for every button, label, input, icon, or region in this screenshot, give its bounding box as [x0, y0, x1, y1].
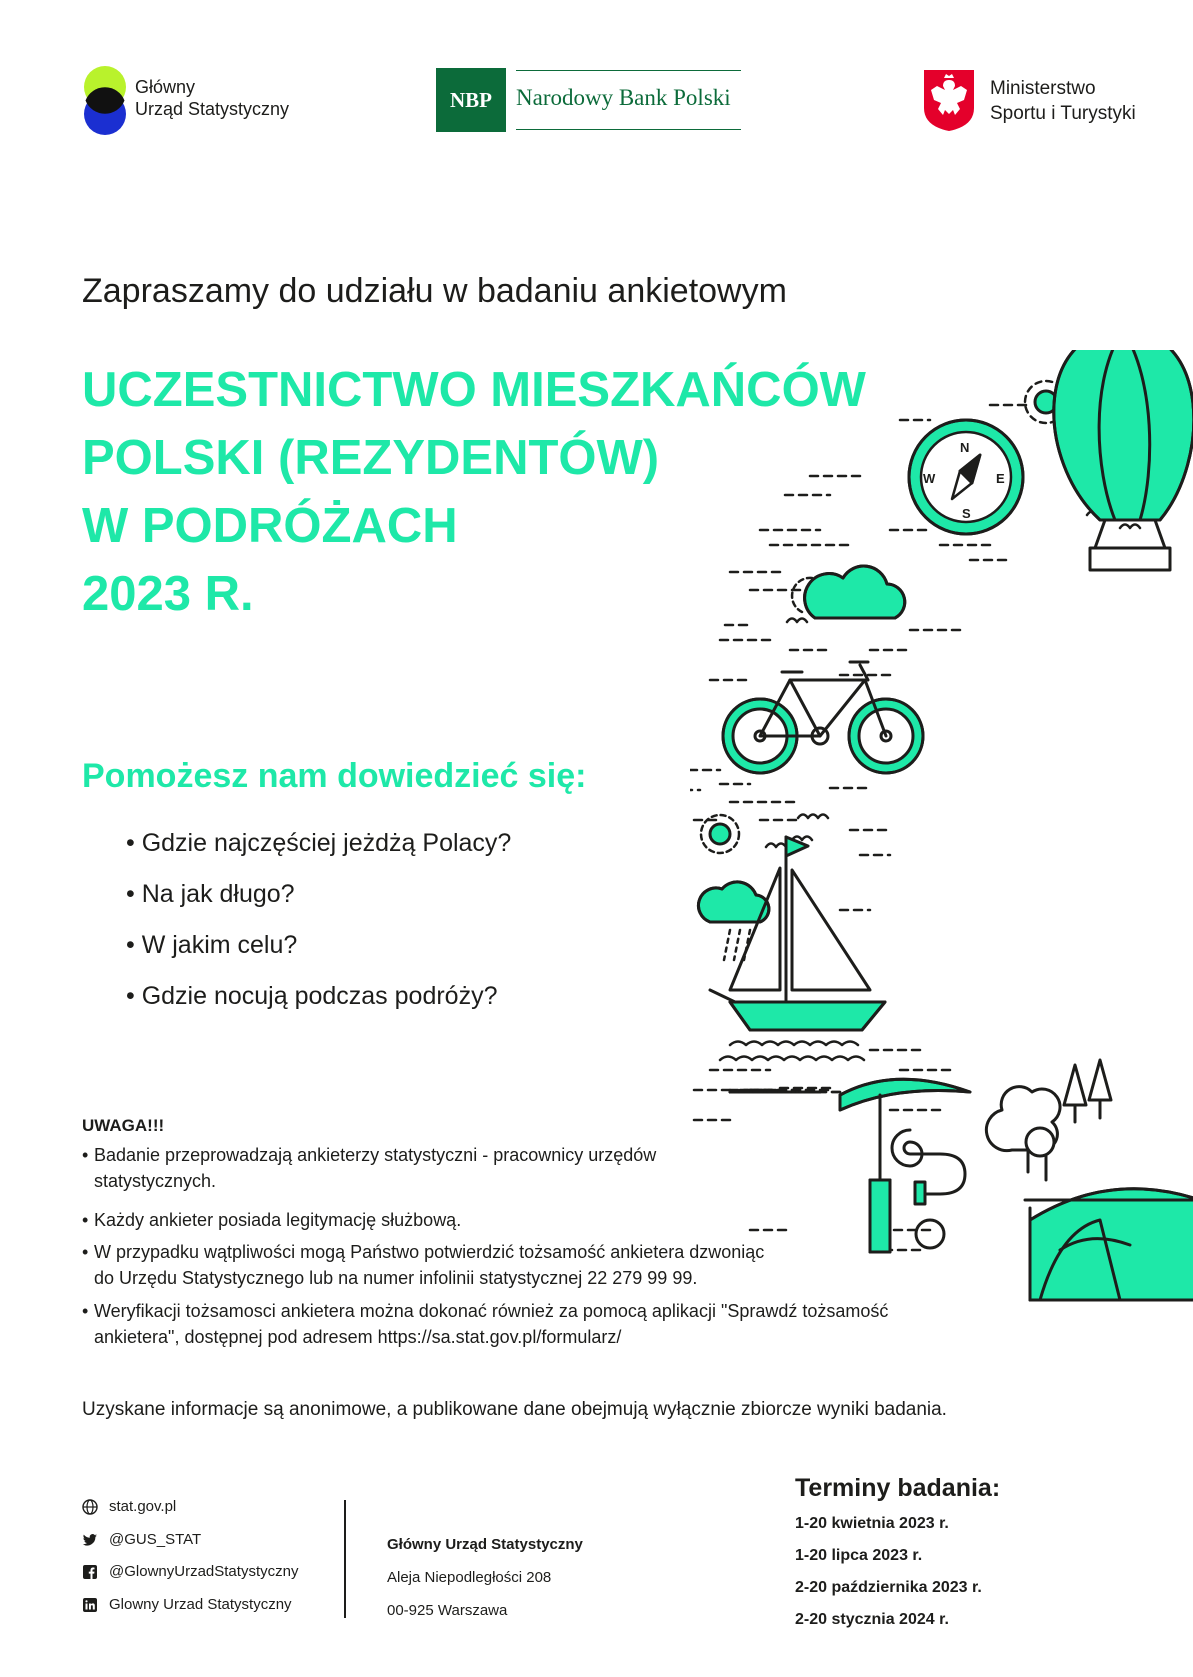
terms-list — [795, 1508, 982, 1636]
sun-icon — [701, 815, 739, 853]
bicycle-icon — [723, 662, 923, 773]
gus-logo-line2: Urząd Statystyczny — [135, 99, 290, 119]
note-item: • W przypadku wątpliwości mogą Państwo potwierdzić tożsamość ankietera dzwoniąc do Urzędu Statystycznego lub na numer infolinii statystycznej 22 279 99 99. — [82, 1242, 765, 1288]
title-line: UCZESTNICTWO MIESZKAŃCÓW — [82, 363, 866, 417]
gus-address — [387, 1528, 583, 1627]
anonymity-note: Uzyskane informacje są anonimowe, a publikowane dane obejmują wyłącznie zbiorcze wyniki badania. — [82, 1399, 947, 1420]
address-city: 00-925 Warszawa — [387, 1602, 508, 1619]
list-item: • W jakim celu? — [126, 931, 298, 959]
gus-circles-icon — [82, 66, 128, 136]
note-item: • Badanie przeprowadzają ankieterzy statystyczni - pracownicy urzędów statystycznych. — [82, 1145, 657, 1191]
svg-text:N: N — [960, 440, 970, 455]
nbp-name: Narodowy Bank Polski — [516, 85, 731, 110]
footer-divider — [344, 1500, 346, 1618]
tent-icon — [1025, 1189, 1193, 1300]
ministry-logo-line2: Sportu i Turystyki — [990, 103, 1136, 124]
nbp-abbr: NBP — [436, 68, 506, 132]
compass-icon — [909, 420, 1023, 534]
list-item: • Na jak długo? — [126, 880, 295, 908]
list-item: • Gdzie najczęściej jeżdżą Polacy? — [126, 829, 512, 857]
globe-icon — [82, 1499, 98, 1515]
facebook-icon — [82, 1564, 98, 1580]
svg-text:W: W — [923, 471, 936, 486]
travel-illustration — [690, 350, 1193, 1355]
list-item: 1-20 kwietnia 2023 r. — [795, 1515, 949, 1532]
gus-logo — [82, 66, 312, 136]
list-item: 2-20 stycznia 2024 r. — [795, 1611, 949, 1628]
question-list — [126, 818, 511, 1022]
uwaga-heading: UWAGA!!! — [82, 1116, 165, 1135]
twitter-icon — [82, 1532, 98, 1548]
nbp-logo — [436, 68, 741, 132]
linkedin-icon — [82, 1597, 98, 1613]
gus-logo-line1: Główny — [135, 77, 196, 97]
cloud-icon — [792, 566, 905, 618]
terms-heading: Terminy badania: — [795, 1474, 1001, 1502]
address-street: Aleja Niepodległości 208 — [387, 1569, 552, 1586]
list-item: • Gdzie nocują podczas podróży? — [126, 982, 498, 1010]
title-line: POLSKI (REZYDENTÓW) — [82, 431, 660, 485]
ice-axe-icon — [840, 1079, 970, 1252]
ministry-logo — [922, 68, 1152, 134]
hot-air-balloon-icon — [1054, 350, 1193, 570]
note-item: • Każdy ankieter posiada legitymację służbową. — [82, 1210, 462, 1230]
title-line: W PODRÓŻACH — [82, 499, 458, 553]
ministry-logo-line1: Ministerstwo — [990, 78, 1096, 99]
list-item: 1-20 lipca 2023 r. — [795, 1547, 923, 1564]
address-name: Główny Urząd Statystyczny — [387, 1536, 583, 1553]
invite-text: Zapraszamy do udziału w badaniu ankietowym — [82, 272, 787, 310]
polish-eagle-icon — [922, 68, 976, 132]
title-line: 2023 R. — [82, 567, 254, 621]
svg-text:E: E — [996, 471, 1005, 486]
note-item: • Weryfikacji tożsamosci ankietera można dokonać również za pomocą aplikacji "Sprawdź tożsamość ankietera", dostępnej pod adresem https://sa.stat.gov.pl/formularz/ — [82, 1301, 889, 1347]
trees-icon — [986, 1060, 1111, 1180]
help-heading: Pomożesz nam dowiedzieć się: — [82, 757, 587, 795]
list-item: 2-20 października 2023 r. — [795, 1579, 982, 1596]
svg-text:S: S — [962, 506, 971, 521]
